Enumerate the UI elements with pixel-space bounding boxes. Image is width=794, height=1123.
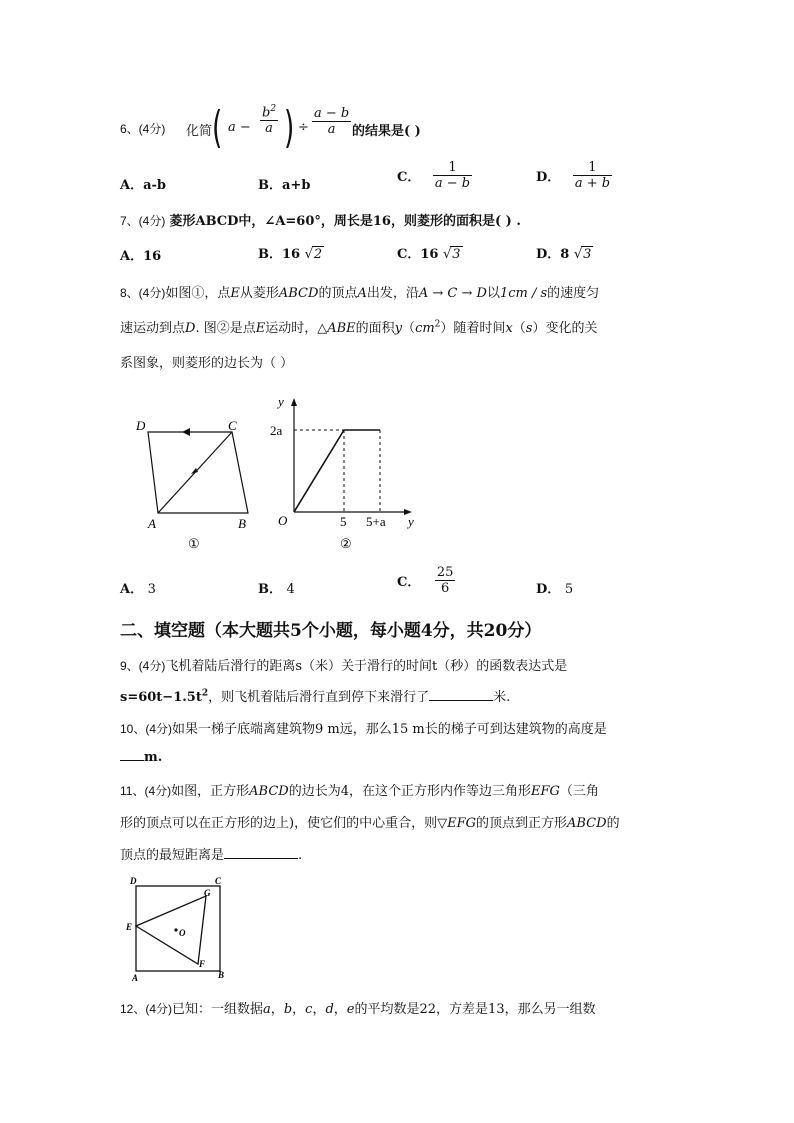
text: 从菱形	[239, 286, 279, 301]
option-fraction	[435, 565, 456, 596]
text: 的平均数是22，方差是13，那么另一组数	[354, 1002, 596, 1017]
math-var: b	[283, 1002, 293, 1017]
y-axis-arrow	[291, 398, 297, 406]
expr-a: a −	[228, 120, 251, 135]
label-g: G	[204, 888, 211, 898]
option-value: 4	[286, 582, 295, 597]
text: 的面积	[355, 321, 395, 336]
text: 米.	[493, 690, 511, 705]
option-label: B．	[258, 582, 282, 597]
fraction-denominator: 6	[435, 580, 456, 596]
question-6-number: 6、(4分)	[120, 122, 166, 136]
math-var: A	[357, 286, 367, 301]
q8-option-d	[536, 578, 573, 597]
option-fraction	[573, 160, 612, 191]
text: ）随着时间	[440, 321, 506, 336]
label-y-axis: y	[278, 394, 284, 409]
question-7-stem: 菱形ABCD中，∠A=60°，周长是16，则菱形的面积是( ) .	[169, 214, 521, 229]
section-2-heading: 二、填空题（本大题共5个小题，每小题4分，共20分）	[120, 621, 542, 641]
text: （	[512, 321, 526, 336]
math-var: c	[305, 1002, 313, 1017]
text: 的顶点到正方形	[475, 816, 567, 831]
math-var: E	[255, 321, 266, 336]
figure-1-rhombus	[130, 410, 260, 555]
text: 系图象，则菱形的边长为（ ）	[120, 356, 294, 371]
label-c: C	[215, 876, 222, 886]
label-a: A	[148, 516, 156, 531]
label-a: A	[132, 973, 139, 983]
math-var: ABCD	[249, 784, 289, 799]
q6-option-b	[258, 174, 310, 193]
question-9-number: 9、(4分)	[120, 659, 166, 673]
math-triangle: △ABE	[317, 321, 356, 336]
superscript: 2	[201, 688, 209, 699]
question-11-line-1	[120, 780, 599, 799]
math-var: E	[230, 286, 240, 301]
question-10-line-2	[120, 748, 162, 765]
superscript: 2	[434, 319, 441, 330]
option-label: C．	[397, 170, 421, 185]
option-value: 16	[420, 247, 439, 262]
sqrt-radicand: 2	[313, 247, 323, 262]
text: 顶点的最短距离是	[120, 848, 225, 863]
option-value: a+b	[282, 178, 311, 193]
q6-option-c	[397, 160, 472, 191]
question-6-stem-post: 的结果是( )	[352, 124, 421, 139]
option-value: 5	[564, 582, 574, 597]
option-fraction	[433, 160, 472, 191]
text: ）变化的关	[532, 321, 598, 336]
text: 如图①，点	[165, 286, 231, 301]
text: 如图，正方形	[171, 784, 250, 799]
text: ，则飞机着陆后滑行直到停下来滑行了	[208, 690, 430, 705]
text: 运动时，	[265, 321, 318, 336]
label-d: D	[136, 418, 146, 433]
text: 的	[606, 816, 620, 831]
triangle-efg	[136, 896, 206, 964]
option-label: D．	[536, 247, 561, 262]
q7-option-d	[536, 243, 593, 262]
question-12: 12、(4分)已知：一组数据a，b，c，d，e的平均数是22，方差是13，那么另一组数	[120, 1002, 596, 1017]
q8-option-a	[120, 578, 156, 597]
fraction-denominator: a − b	[434, 176, 471, 191]
label-b: B	[218, 970, 225, 980]
q7-option-c	[397, 243, 463, 262]
figure-2-graph	[268, 390, 428, 555]
math-triangle: ▽EFG	[437, 816, 476, 831]
math-speed: 1cm / s	[499, 286, 548, 301]
question-8-line-2	[120, 317, 597, 336]
fraction-denominator: a + b	[574, 176, 611, 191]
sqrt-sign: √	[304, 247, 313, 262]
expr-b: b	[262, 105, 271, 121]
center-point	[174, 928, 177, 931]
question-8-line-3	[120, 352, 293, 371]
text: 如果一梯子底端离建筑物9 m远，那么15 m长的梯子可到达建筑物的高度是	[172, 722, 607, 737]
question-7-number: 7、(4分)	[120, 214, 166, 228]
figure-square-triangle	[122, 874, 232, 984]
option-label: C．	[397, 575, 421, 590]
math-unit: s	[525, 321, 533, 336]
graph-line	[294, 430, 380, 512]
label-b: B	[238, 516, 246, 531]
q6-option-d	[536, 160, 612, 191]
expr-num: a − b	[314, 106, 350, 121]
math-var: EFG	[530, 784, 560, 799]
option-value: a-b	[143, 178, 167, 193]
text: 速运动到点	[120, 321, 186, 336]
expr-a-den: a	[260, 120, 278, 136]
q7-option-a	[120, 245, 161, 264]
divide-sign: ÷	[298, 120, 309, 135]
fraction-amb-over-a	[312, 106, 351, 137]
option-label: D．	[536, 170, 561, 185]
q8-option-c	[397, 565, 455, 596]
question-11-number: 11、(4分)	[120, 784, 172, 798]
question-11-line-3	[120, 844, 302, 863]
caption-1: ①	[188, 536, 200, 551]
math-path: A → C → D	[418, 286, 487, 301]
math-var: D	[185, 321, 196, 336]
answer-blank[interactable]	[224, 846, 298, 859]
text: 出发，沿	[366, 286, 419, 301]
text: 的顶点	[318, 286, 358, 301]
label-d: D	[130, 876, 137, 886]
question-8-number: 8、(4分)	[120, 286, 166, 300]
math-var: e	[346, 1002, 355, 1017]
sqrt-radicand: 3	[583, 247, 592, 262]
paren-left: (	[212, 102, 223, 153]
option-label: B．	[258, 178, 282, 193]
question-9-line-2	[120, 686, 510, 705]
math-var: x	[505, 321, 513, 336]
text: m.	[144, 750, 163, 765]
math-var: d	[325, 1002, 334, 1017]
fraction-numerator: 1	[448, 160, 457, 175]
option-value: 8	[560, 247, 570, 262]
rhombus-shape	[148, 432, 248, 513]
fraction-numerator: 25	[436, 565, 454, 580]
option-label: D．	[536, 582, 561, 597]
square-abcd	[136, 886, 220, 971]
answer-blank[interactable]	[120, 748, 144, 761]
math-unit: cm	[415, 321, 435, 336]
math-var: ABCD	[278, 286, 319, 301]
label-x-axis: y	[408, 514, 414, 529]
answer-blank[interactable]	[429, 688, 493, 701]
text: . 图②是点	[195, 321, 256, 336]
label-e: E	[126, 922, 133, 932]
question-12-number: 12、(4分)	[120, 1002, 173, 1016]
sqrt-sign: √	[573, 247, 583, 262]
label-origin: O	[278, 513, 288, 528]
question-11-line-2	[120, 812, 620, 831]
label-c: C	[228, 418, 237, 433]
text: 形的顶点可以在正方形的边上)，使它们的中心重合，则	[120, 816, 438, 831]
question-8-line-1	[120, 282, 599, 301]
text: （三角	[559, 784, 599, 799]
text: 已知：一组数据	[172, 1002, 264, 1017]
text: .	[298, 848, 303, 863]
math-var: ABCD	[567, 816, 607, 831]
question-9-line-1	[120, 655, 567, 674]
option-label: A．	[120, 582, 144, 597]
formula: s=60t−1.5t	[120, 690, 202, 705]
q6-option-a	[120, 174, 166, 193]
option-label: A．	[120, 249, 144, 264]
question-6-stem-pre: 化简	[186, 124, 213, 139]
question-10-number: 10、(4分)	[120, 722, 173, 736]
expr-sup: 2	[270, 104, 277, 114]
sqrt-sign: √	[442, 247, 452, 262]
option-label: C．	[397, 247, 421, 262]
sqrt-radicand: 3	[452, 247, 461, 262]
arrow-head-top	[182, 428, 190, 436]
label-5a: 5+a	[366, 514, 386, 529]
label-2a: 2a	[270, 423, 283, 438]
math-var: a	[263, 1002, 271, 1017]
option-label: A．	[120, 178, 144, 193]
option-label: B．	[258, 247, 282, 262]
question-7	[120, 210, 521, 229]
label-f: F	[199, 959, 206, 969]
text: 的边长为4，在这个正方形内作等边三角形	[288, 784, 531, 799]
q8-option-b	[258, 578, 295, 597]
caption-2: ②	[340, 536, 352, 551]
text: 飞机着陆后滑行的距离s（米）关于滑行的时间t（秒）的函数表达式是	[165, 659, 568, 674]
option-value: 16	[143, 249, 162, 264]
text: （	[402, 321, 416, 336]
text: 以	[486, 286, 500, 301]
fraction-numerator: 1	[588, 160, 597, 175]
label-5: 5	[340, 514, 347, 529]
text: 的速度匀	[547, 286, 600, 301]
question-10-line-1	[120, 718, 607, 737]
q7-option-b	[258, 243, 324, 262]
label-o: O	[179, 928, 186, 938]
math-var: y	[394, 321, 403, 336]
option-value: 3	[147, 582, 156, 597]
paren-right: )	[284, 102, 295, 153]
fraction-b2-over-a	[260, 104, 278, 136]
option-value: 16	[282, 247, 301, 262]
expr-den: a	[312, 121, 351, 137]
